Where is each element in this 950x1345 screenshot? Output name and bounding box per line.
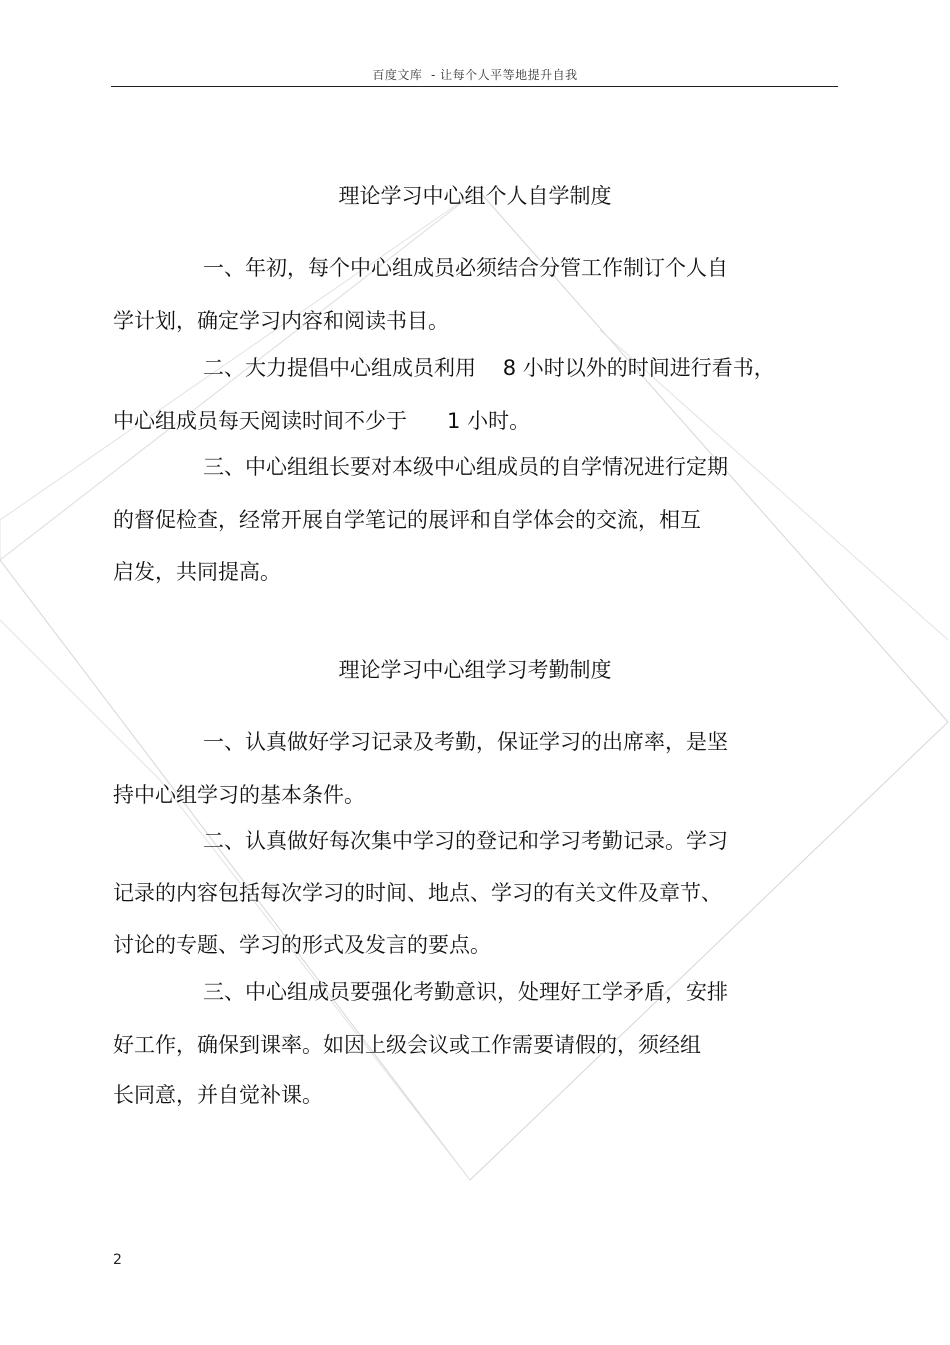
section-1-line-6: 的督促检查，经常开展自学笔记的展评和自学体会的交流，相互 — [113, 508, 701, 532]
section-2-line-7: 好工作，确保到课率。如因上级会议或工作需要请假的，须经组 — [113, 1033, 701, 1057]
section-2-line-5: 讨论的专题、学习的形式及发言的要点。 — [113, 933, 491, 957]
section-1-line-3: 二、大力提倡中心组成员利用 8 小时以外的时间进行看书， — [203, 356, 775, 380]
section-2-title: 理论学习中心组学习考勤制度 — [338, 658, 612, 682]
header-text: 百度文库 - 让每个人平等地提升自我 — [372, 68, 578, 82]
section-1-line-1: 一、年初，每个中心组成员必须结合分管工作制订个人自 — [203, 256, 728, 280]
section-2-line-3: 二、认真做好每次集中学习的登记和学习考勤记录。学习 — [203, 829, 728, 853]
section-1-line-5: 三、中心组组长要对本级中心组成员的自学情况进行定期 — [203, 455, 728, 479]
section-1-line-4: 中心组成员每天阅读时间不少于 1 小时。 — [113, 409, 531, 433]
section-1-line-2: 学计划，确定学习内容和阅读书目。 — [113, 309, 449, 333]
section-2-line-1: 一、认真做好学习记录及考勤，保证学习的出席率，是坚 — [203, 730, 728, 754]
section-2-line-6: 三、中心组成员要强化考勤意识，处理好工学矛盾，安排 — [203, 980, 728, 1004]
section-1-line-7: 启发，共同提高。 — [113, 560, 281, 584]
section-2-line-4: 记录的内容包括每次学习的时间、地点、学习的有关文件及章节、 — [113, 881, 722, 905]
section-2-line-8: 长同意，并自觉补课。 — [113, 1083, 323, 1107]
section-1-title: 理论学习中心组个人自学制度 — [338, 184, 612, 208]
page-number: 2 — [113, 1252, 122, 1268]
header-divider — [111, 86, 838, 87]
section-2-line-2: 持中心组学习的基本条件。 — [113, 783, 365, 807]
